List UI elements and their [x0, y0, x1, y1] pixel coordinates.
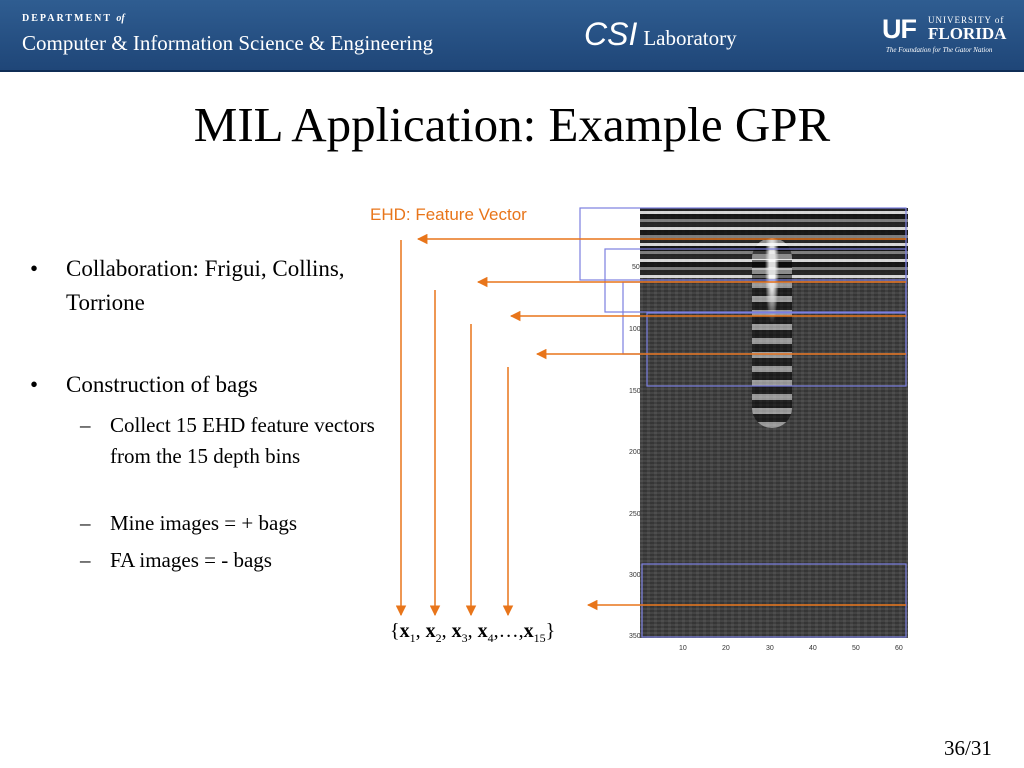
- y-tick-label: 300: [629, 572, 641, 579]
- page-number: 36/31: [944, 736, 992, 760]
- bag-formula: {$x_1$, $x_2$, $x_3$, $x_4,\dots,x_{15}$}: [390, 620, 556, 645]
- ehd-feature-vector-label: EHD: Feature Vector: [370, 205, 527, 224]
- slide-title: MIL Application: Example GPR: [193, 97, 831, 152]
- formula-ellipsis: …: [498, 620, 519, 642]
- x-tick-label: 50: [852, 645, 860, 652]
- department-label: DEPARTMENT: [22, 13, 112, 24]
- depth-bin-box: [647, 313, 906, 386]
- department-name: Computer & Information Science & Engineering: [22, 31, 434, 55]
- formula-sub: 15: [533, 631, 546, 645]
- bullet-marker: •: [30, 256, 39, 281]
- sub-bullet-marker: –: [80, 548, 91, 572]
- formula-close-brace: }: [545, 620, 556, 642]
- uf-florida: FLORIDA: [928, 24, 1007, 43]
- sub-bullet-marker: –: [80, 413, 91, 437]
- x-tick-label: 30: [766, 645, 774, 652]
- sub-bullet-text: FA images = - bags: [110, 548, 272, 572]
- uf-university: UNIVERSITY of: [928, 15, 1005, 25]
- formula-var: x: [425, 620, 436, 642]
- x-tick-label: 60: [895, 645, 903, 652]
- sub-bullet-marker: –: [80, 511, 91, 535]
- sub-bullet-text: Mine images = + bags: [110, 511, 297, 535]
- formula-sub: 1: [409, 631, 416, 645]
- depth-bin-box: [580, 208, 906, 280]
- sub-bullet-text: Collect 15 EHD feature vectors from the 15 depth bins: [110, 413, 375, 468]
- y-tick-label: 350: [629, 633, 641, 640]
- x-tick-label: 20: [722, 645, 730, 652]
- formula-sub: 3: [461, 631, 468, 645]
- department-of: of: [116, 13, 125, 24]
- bullet-text: Collaboration: Frigui, Collins, Torrione: [66, 256, 345, 315]
- bullet-marker: •: [30, 372, 39, 397]
- depth-bin-box: [642, 564, 906, 637]
- x-tick-label: 40: [809, 645, 817, 652]
- formula-var: x: [477, 620, 488, 642]
- formula-sub: 4: [487, 631, 494, 645]
- y-tick-label: 250: [629, 511, 641, 518]
- bullet-text: Construction of bags: [66, 372, 258, 397]
- formula-var: x: [523, 620, 534, 642]
- depth-bin-box: [623, 282, 906, 354]
- formula-open-brace: {: [390, 620, 400, 642]
- formula-sub: 2: [435, 631, 442, 645]
- uf-mark: UF: [882, 14, 916, 44]
- formula-var: x: [399, 620, 410, 642]
- y-tick-label: 50: [632, 264, 640, 271]
- laboratory-label: Laboratory: [643, 26, 737, 50]
- formula-var: x: [451, 620, 462, 642]
- uf-tagline: The Foundation for The Gator Nation: [886, 46, 993, 54]
- y-tick-label: 200: [629, 449, 641, 456]
- y-tick-label: 100: [629, 326, 641, 333]
- y-tick-label: 150: [629, 388, 641, 395]
- csi-mark: CSI: [584, 16, 638, 52]
- x-tick-label: 10: [679, 645, 687, 652]
